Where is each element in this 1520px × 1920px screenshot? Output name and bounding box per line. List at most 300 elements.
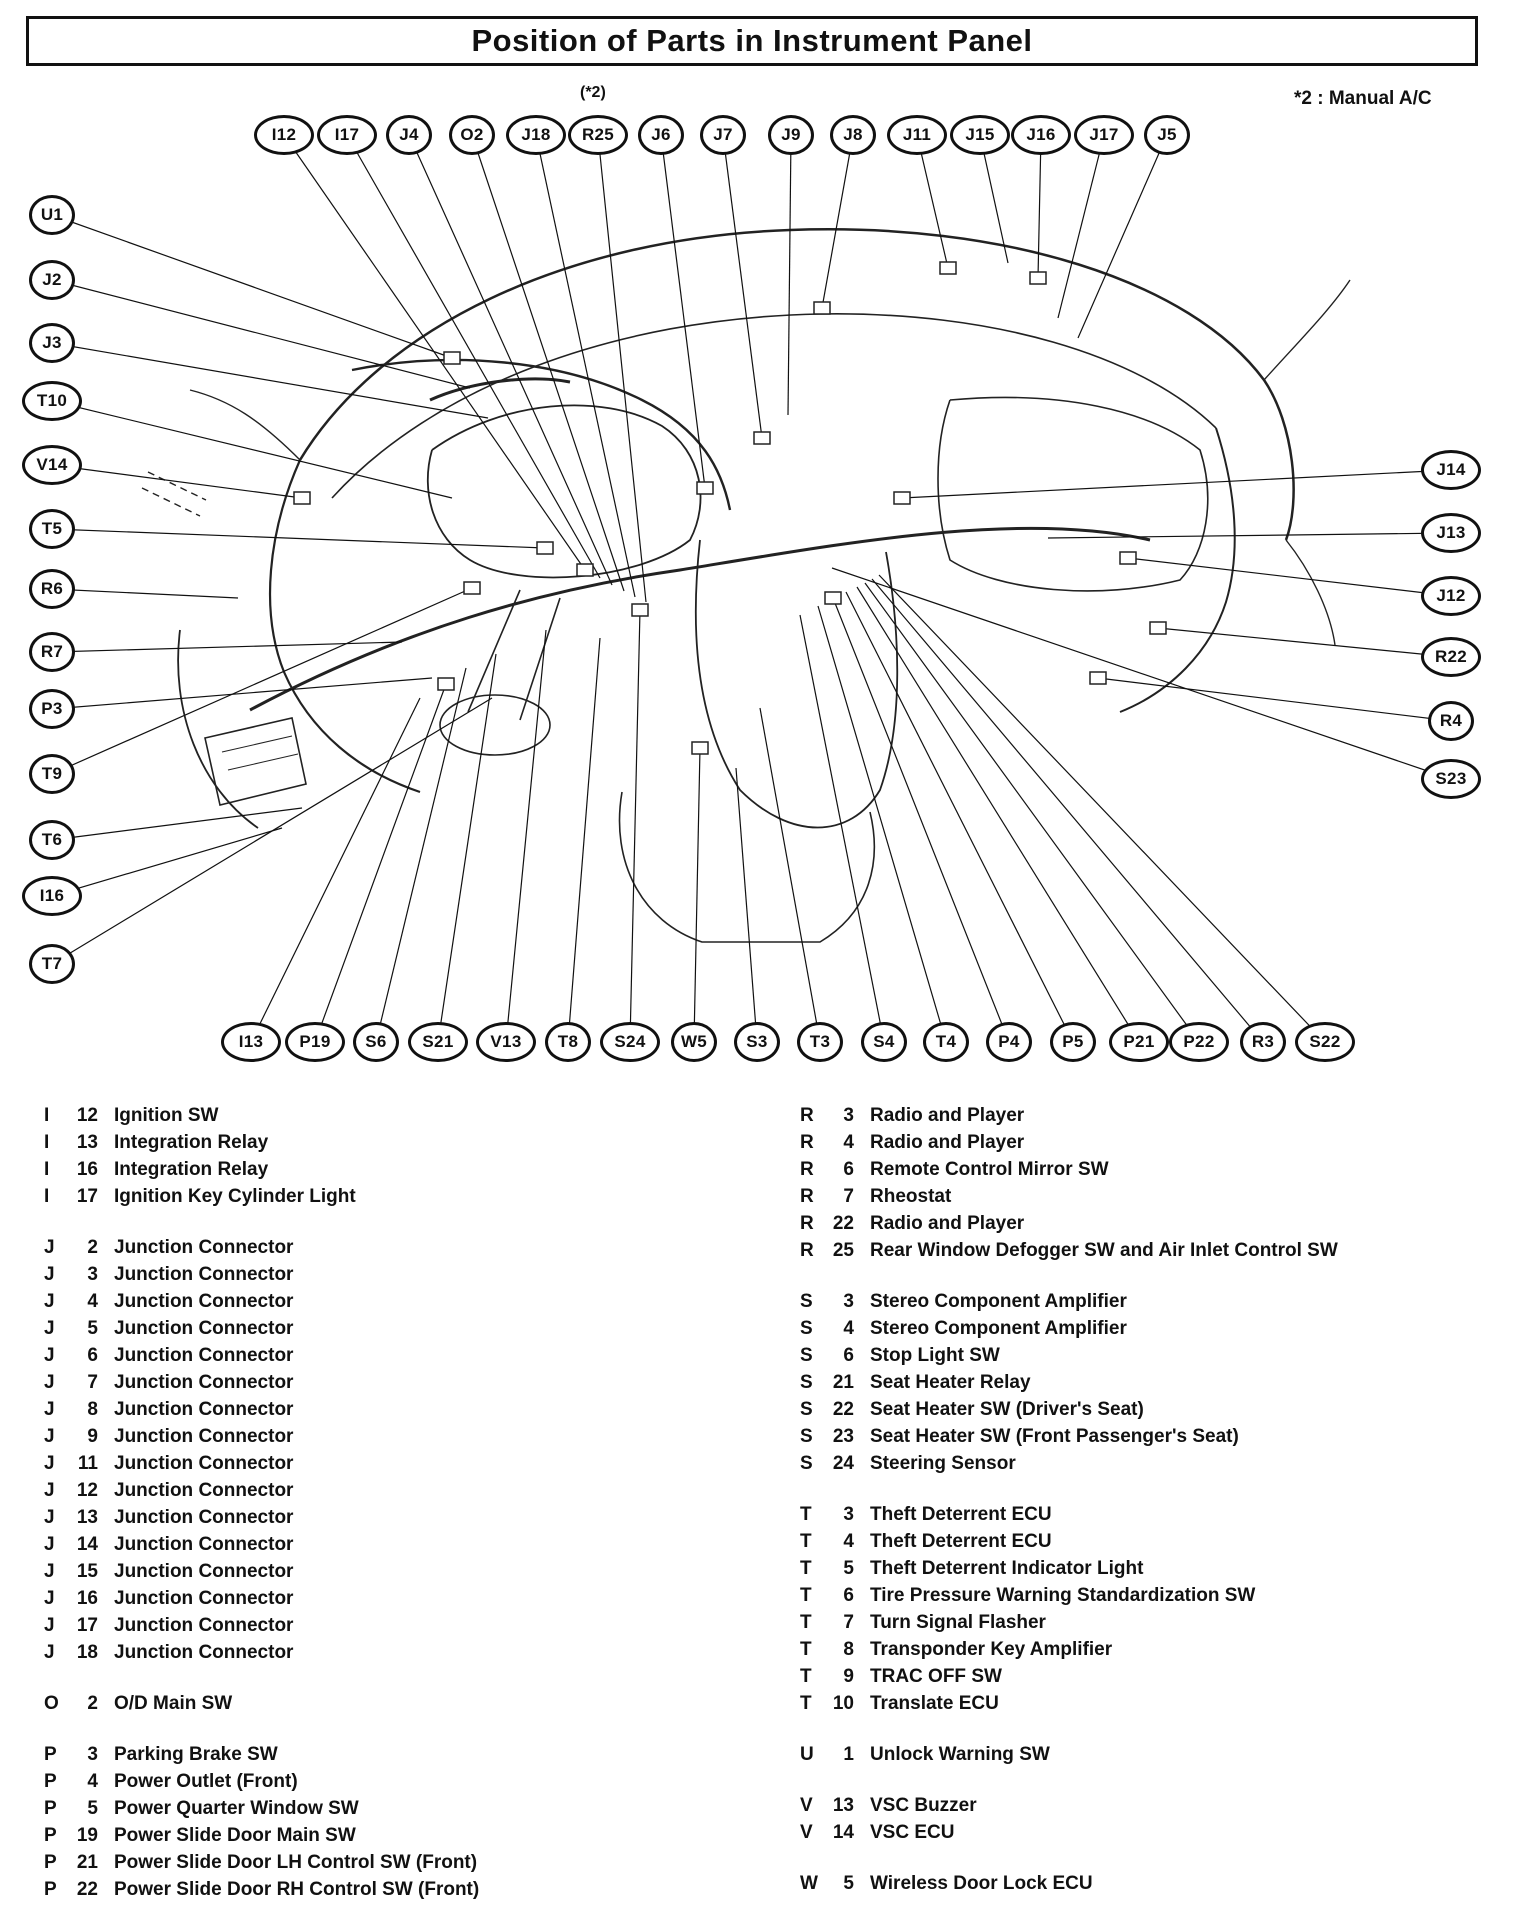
leader-line bbox=[800, 615, 884, 1042]
part-code-number: 23 bbox=[832, 1425, 854, 1447]
leader-line bbox=[568, 638, 600, 1042]
part-code-number: 16 bbox=[76, 1587, 98, 1609]
callout-j18: J18 bbox=[506, 115, 566, 155]
part-label: Seat Heater SW (Front Passenger's Seat) bbox=[870, 1425, 1239, 1447]
part-code-number: 21 bbox=[832, 1371, 854, 1393]
part-code-number: 7 bbox=[843, 1185, 854, 1207]
part-code bbox=[800, 1744, 856, 1766]
part-label: Junction Connector bbox=[114, 1614, 294, 1636]
part-code-number: 4 bbox=[843, 1317, 854, 1339]
part-code-letter: J bbox=[44, 1479, 55, 1501]
part-code-letter: P bbox=[44, 1878, 57, 1900]
callout-r6: R6 bbox=[29, 569, 75, 609]
legend-group-s bbox=[800, 1288, 1338, 1477]
callout-j9: J9 bbox=[768, 115, 814, 155]
callout-t9: T9 bbox=[29, 754, 75, 794]
dashboard-line bbox=[190, 390, 300, 460]
part-code-letter: T bbox=[800, 1638, 812, 1660]
part-label: Radio and Player bbox=[870, 1212, 1025, 1234]
callout-r25: R25 bbox=[568, 115, 628, 155]
part-code-number: 22 bbox=[832, 1212, 854, 1234]
part-code bbox=[800, 1693, 856, 1715]
callout-j6: J6 bbox=[638, 115, 684, 155]
part-label: VSC Buzzer bbox=[870, 1794, 977, 1816]
callout-t3: T3 bbox=[797, 1022, 843, 1062]
part-code bbox=[800, 1105, 856, 1127]
part-code bbox=[800, 1639, 856, 1661]
part-label: VSC ECU bbox=[870, 1821, 955, 1843]
part-label: Junction Connector bbox=[114, 1236, 294, 1258]
leader-line bbox=[736, 768, 757, 1042]
part-label: Junction Connector bbox=[114, 1560, 294, 1582]
part-label: Junction Connector bbox=[114, 1398, 294, 1420]
dashboard-line bbox=[1264, 280, 1350, 380]
callout-j4: J4 bbox=[386, 115, 432, 155]
legend-row bbox=[44, 1768, 479, 1795]
callout-p19: P19 bbox=[285, 1022, 345, 1062]
part-code-number: 4 bbox=[843, 1131, 854, 1153]
part-code bbox=[800, 1186, 856, 1208]
part-code bbox=[800, 1504, 856, 1526]
part-label: Junction Connector bbox=[114, 1641, 294, 1663]
callout-p22: P22 bbox=[1169, 1022, 1229, 1062]
part-code-letter: T bbox=[800, 1503, 812, 1525]
connector-box bbox=[537, 542, 553, 554]
legend-row bbox=[44, 1585, 479, 1612]
legend-row bbox=[800, 1423, 1338, 1450]
leader-line bbox=[376, 668, 466, 1042]
callout-t6: T6 bbox=[29, 820, 75, 860]
part-code bbox=[44, 1426, 100, 1448]
part-code-letter: P bbox=[44, 1770, 57, 1792]
connector-box bbox=[692, 742, 708, 754]
part-code-number: 10 bbox=[832, 1692, 854, 1714]
part-label: Junction Connector bbox=[114, 1587, 294, 1609]
part-code-letter: J bbox=[44, 1425, 55, 1447]
callout-t7: T7 bbox=[29, 944, 75, 984]
legend-row bbox=[44, 1288, 479, 1315]
leader-line bbox=[822, 135, 853, 308]
legend-row bbox=[800, 1288, 1338, 1315]
part-label: Radio and Player bbox=[870, 1104, 1025, 1126]
connector-box bbox=[697, 482, 713, 494]
leader-line bbox=[52, 401, 452, 498]
part-code bbox=[800, 1159, 856, 1181]
leader-line bbox=[506, 630, 546, 1042]
legend-row bbox=[44, 1876, 479, 1903]
leader-line bbox=[52, 343, 488, 418]
callout-j8: J8 bbox=[830, 115, 876, 155]
legend-column-right bbox=[800, 1102, 1338, 1920]
leader-line bbox=[865, 583, 1199, 1042]
connector-box bbox=[444, 352, 460, 364]
callout-j15: J15 bbox=[950, 115, 1010, 155]
callout-w5: W5 bbox=[671, 1022, 717, 1062]
connector-box bbox=[1030, 272, 1046, 284]
part-code bbox=[44, 1744, 100, 1766]
callout-p4: P4 bbox=[986, 1022, 1032, 1062]
legend-row bbox=[800, 1210, 1338, 1237]
legend-group-j bbox=[44, 1234, 479, 1666]
legend-row bbox=[44, 1690, 479, 1717]
part-code bbox=[800, 1873, 856, 1895]
part-label: Junction Connector bbox=[114, 1371, 294, 1393]
part-label: Junction Connector bbox=[114, 1344, 294, 1366]
part-code bbox=[800, 1666, 856, 1688]
legend-row bbox=[44, 1741, 479, 1768]
callout-p5: P5 bbox=[1050, 1022, 1096, 1062]
part-code bbox=[44, 1453, 100, 1475]
connector-box bbox=[814, 302, 830, 314]
part-code-letter: J bbox=[44, 1614, 55, 1636]
part-code bbox=[44, 1588, 100, 1610]
callout-i12: I12 bbox=[254, 115, 314, 155]
callout-i16: I16 bbox=[22, 876, 82, 916]
legend-row bbox=[800, 1156, 1338, 1183]
dashboard-line bbox=[270, 460, 420, 792]
legend-group-i bbox=[44, 1102, 479, 1210]
connector-box bbox=[940, 262, 956, 274]
part-code-letter: O bbox=[44, 1692, 59, 1714]
legend-group-r bbox=[800, 1102, 1338, 1264]
part-code bbox=[44, 1852, 100, 1874]
dashboard-line bbox=[440, 695, 550, 755]
leader-line bbox=[52, 828, 282, 896]
connector-box bbox=[577, 564, 593, 576]
part-label: Seat Heater SW (Driver's Seat) bbox=[870, 1398, 1144, 1420]
part-code-number: 14 bbox=[76, 1533, 98, 1555]
legend-row bbox=[44, 1183, 479, 1210]
callout-v14: V14 bbox=[22, 445, 82, 485]
leader-line bbox=[1038, 135, 1041, 278]
part-label: Turn Signal Flasher bbox=[870, 1611, 1046, 1633]
part-label: Integration Relay bbox=[114, 1131, 269, 1153]
part-code-letter: J bbox=[44, 1587, 55, 1609]
part-code-number: 7 bbox=[87, 1371, 98, 1393]
part-label: Junction Connector bbox=[114, 1317, 294, 1339]
part-code-number: 1 bbox=[843, 1743, 854, 1765]
part-code-number: 6 bbox=[843, 1344, 854, 1366]
part-code-letter: T bbox=[800, 1530, 812, 1552]
part-code-number: 13 bbox=[76, 1506, 98, 1528]
part-code-letter: S bbox=[800, 1425, 813, 1447]
leader-line bbox=[438, 654, 496, 1042]
part-code-letter: U bbox=[800, 1743, 814, 1765]
leader-line bbox=[917, 135, 948, 268]
part-code-letter: P bbox=[44, 1797, 57, 1819]
legend-row bbox=[800, 1396, 1338, 1423]
part-code bbox=[44, 1399, 100, 1421]
legend-row bbox=[800, 1663, 1338, 1690]
part-code-number: 21 bbox=[76, 1851, 98, 1873]
callout-s24: S24 bbox=[600, 1022, 660, 1062]
dashboard-line bbox=[430, 379, 570, 400]
legend-row bbox=[800, 1342, 1338, 1369]
legend-row bbox=[44, 1369, 479, 1396]
part-code-number: 24 bbox=[832, 1452, 854, 1474]
part-code-letter: S bbox=[800, 1344, 813, 1366]
callout-v13: V13 bbox=[476, 1022, 536, 1062]
part-code bbox=[44, 1693, 100, 1715]
callout-t10: T10 bbox=[22, 381, 82, 421]
part-code-letter: T bbox=[800, 1557, 812, 1579]
legend-row bbox=[44, 1450, 479, 1477]
legend-row bbox=[44, 1156, 479, 1183]
part-code bbox=[800, 1291, 856, 1313]
part-code-number: 5 bbox=[87, 1317, 98, 1339]
part-code-letter: J bbox=[44, 1344, 55, 1366]
part-label: Junction Connector bbox=[114, 1479, 294, 1501]
part-label: Rheostat bbox=[870, 1185, 952, 1207]
part-code-number: 3 bbox=[843, 1503, 854, 1525]
leader-line bbox=[879, 575, 1325, 1042]
dashboard-line bbox=[428, 405, 701, 577]
legend-row bbox=[800, 1369, 1338, 1396]
callout-t8: T8 bbox=[545, 1022, 591, 1062]
part-label: Power Outlet (Front) bbox=[114, 1770, 298, 1792]
callout-j13: J13 bbox=[1421, 513, 1481, 553]
part-code-number: 16 bbox=[76, 1158, 98, 1180]
legend-row bbox=[44, 1102, 479, 1129]
part-code-letter: R bbox=[800, 1185, 814, 1207]
part-label: Ignition SW bbox=[114, 1104, 219, 1126]
part-code-number: 8 bbox=[843, 1638, 854, 1660]
part-code bbox=[800, 1558, 856, 1580]
leader-line bbox=[472, 135, 624, 591]
dashboard-line bbox=[620, 792, 875, 942]
part-code-letter: S bbox=[800, 1317, 813, 1339]
part-code bbox=[44, 1132, 100, 1154]
callout-o2: O2 bbox=[449, 115, 495, 155]
part-code-letter: S bbox=[800, 1290, 813, 1312]
part-code-letter: T bbox=[800, 1692, 812, 1714]
part-code-letter: R bbox=[800, 1131, 814, 1153]
part-label: Seat Heater Relay bbox=[870, 1371, 1031, 1393]
part-label: Junction Connector bbox=[114, 1452, 294, 1474]
connector-box bbox=[294, 492, 310, 504]
part-code bbox=[800, 1822, 856, 1844]
connector-box bbox=[464, 582, 480, 594]
part-code-number: 3 bbox=[843, 1290, 854, 1312]
callout-s3: S3 bbox=[734, 1022, 780, 1062]
part-label: Remote Control Mirror SW bbox=[870, 1158, 1109, 1180]
part-code bbox=[800, 1531, 856, 1553]
part-label: Junction Connector bbox=[114, 1533, 294, 1555]
part-label: Stereo Component Amplifier bbox=[870, 1290, 1127, 1312]
part-code-letter: J bbox=[44, 1371, 55, 1393]
leader-line bbox=[52, 588, 472, 774]
leader-line bbox=[52, 215, 452, 358]
part-code-letter: I bbox=[44, 1104, 50, 1126]
part-code bbox=[800, 1345, 856, 1367]
leader-line bbox=[315, 684, 446, 1042]
part-code bbox=[44, 1480, 100, 1502]
part-code-number: 17 bbox=[76, 1185, 98, 1207]
part-label: Power Slide Door Main SW bbox=[114, 1824, 356, 1846]
leader-line bbox=[902, 470, 1451, 498]
legend-row bbox=[800, 1792, 1338, 1819]
callout-j12: J12 bbox=[1421, 576, 1481, 616]
legend-row bbox=[800, 1450, 1338, 1477]
part-code bbox=[44, 1642, 100, 1664]
legend-group-v bbox=[800, 1792, 1338, 1846]
part-label: Translate ECU bbox=[870, 1692, 999, 1714]
footnote-marker: (*2) bbox=[580, 84, 606, 101]
part-code-letter: J bbox=[44, 1506, 55, 1528]
part-label: Junction Connector bbox=[114, 1290, 294, 1312]
callout-j17: J17 bbox=[1074, 115, 1134, 155]
part-code-letter: S bbox=[800, 1398, 813, 1420]
part-label: Stereo Component Amplifier bbox=[870, 1317, 1127, 1339]
part-code-number: 5 bbox=[843, 1872, 854, 1894]
part-code-number: 5 bbox=[843, 1557, 854, 1579]
part-code bbox=[800, 1453, 856, 1475]
part-code bbox=[800, 1612, 856, 1634]
legend-row bbox=[44, 1822, 479, 1849]
legend-row bbox=[44, 1342, 479, 1369]
part-code-number: 14 bbox=[832, 1821, 854, 1843]
part-code-letter: P bbox=[44, 1851, 57, 1873]
legend-row bbox=[44, 1423, 479, 1450]
leader-line bbox=[857, 587, 1139, 1042]
callout-s4: S4 bbox=[861, 1022, 907, 1062]
part-code-number: 5 bbox=[87, 1797, 98, 1819]
leader-line bbox=[598, 135, 646, 602]
part-code-number: 13 bbox=[832, 1794, 854, 1816]
callout-s23: S23 bbox=[1421, 759, 1481, 799]
leader-line bbox=[833, 598, 1009, 1042]
part-code-letter: J bbox=[44, 1263, 55, 1285]
part-label: O/D Main SW bbox=[114, 1692, 233, 1714]
callout-i17: I17 bbox=[317, 115, 377, 155]
part-code bbox=[44, 1561, 100, 1583]
legend-row bbox=[800, 1237, 1338, 1264]
dashboard-line bbox=[1286, 540, 1335, 645]
leader-line bbox=[1058, 135, 1104, 318]
legend-row bbox=[44, 1612, 479, 1639]
part-code-letter: J bbox=[44, 1641, 55, 1663]
leader-line bbox=[1098, 678, 1451, 721]
legend-row bbox=[800, 1870, 1338, 1897]
legend-row bbox=[800, 1582, 1338, 1609]
connector-box bbox=[632, 604, 648, 616]
part-code bbox=[44, 1291, 100, 1313]
connector-box bbox=[438, 678, 454, 690]
part-code-letter: P bbox=[44, 1824, 57, 1846]
part-code-number: 25 bbox=[832, 1239, 854, 1261]
legend-row bbox=[44, 1639, 479, 1666]
part-code-number: 7 bbox=[843, 1611, 854, 1633]
legend-row bbox=[800, 1528, 1338, 1555]
legend-group-p bbox=[44, 1741, 479, 1903]
part-code-letter: I bbox=[44, 1185, 50, 1207]
leader-line bbox=[52, 280, 470, 388]
legend-row bbox=[800, 1501, 1338, 1528]
callout-i13: I13 bbox=[221, 1022, 281, 1062]
part-code bbox=[44, 1825, 100, 1847]
part-label: Radio and Player bbox=[870, 1131, 1025, 1153]
part-code-number: 4 bbox=[843, 1530, 854, 1552]
part-code bbox=[800, 1585, 856, 1607]
legend-row bbox=[800, 1102, 1338, 1129]
part-label: Junction Connector bbox=[114, 1263, 294, 1285]
leader-line bbox=[661, 135, 705, 488]
callout-r7: R7 bbox=[29, 632, 75, 672]
legend-row bbox=[44, 1795, 479, 1822]
callout-s6: S6 bbox=[353, 1022, 399, 1062]
legend-row bbox=[44, 1504, 479, 1531]
leader-line bbox=[723, 135, 762, 438]
part-code-letter: S bbox=[800, 1371, 813, 1393]
part-code bbox=[44, 1318, 100, 1340]
part-code-number: 4 bbox=[87, 1290, 98, 1312]
callout-t5: T5 bbox=[29, 509, 75, 549]
part-code-number: 12 bbox=[76, 1479, 98, 1501]
diagram-art bbox=[0, 70, 1520, 1100]
part-code-number: 3 bbox=[87, 1743, 98, 1765]
part-label: Power Quarter Window SW bbox=[114, 1797, 359, 1819]
legend-row bbox=[800, 1636, 1338, 1663]
callout-r3: R3 bbox=[1240, 1022, 1286, 1062]
footnote-text: *2 : Manual A/C bbox=[1294, 88, 1432, 109]
leader-line bbox=[694, 748, 700, 1042]
legend-column-left bbox=[44, 1102, 479, 1920]
part-label: Transponder Key Amplifier bbox=[870, 1638, 1113, 1660]
dashboard-line bbox=[1120, 428, 1235, 712]
dashboard-line bbox=[222, 736, 298, 770]
callout-j2: J2 bbox=[29, 260, 75, 300]
part-code-number: 6 bbox=[87, 1344, 98, 1366]
part-label: Junction Connector bbox=[114, 1425, 294, 1447]
callout-r4: R4 bbox=[1428, 701, 1474, 741]
part-label: Power Slide Door RH Control SW (Front) bbox=[114, 1878, 480, 1900]
part-label: Integration Relay bbox=[114, 1158, 269, 1180]
connector-box bbox=[894, 492, 910, 504]
callout-t4: T4 bbox=[923, 1022, 969, 1062]
part-code-number: 18 bbox=[76, 1641, 98, 1663]
part-code-letter: T bbox=[800, 1665, 812, 1687]
part-code-number: 8 bbox=[87, 1398, 98, 1420]
part-code-number: 22 bbox=[832, 1398, 854, 1420]
legend-row bbox=[44, 1531, 479, 1558]
legend-row bbox=[800, 1183, 1338, 1210]
part-label: TRAC OFF SW bbox=[870, 1665, 1002, 1687]
part-label: Parking Brake SW bbox=[114, 1743, 278, 1765]
part-label: Theft Deterrent ECU bbox=[870, 1503, 1052, 1525]
legend-row bbox=[800, 1129, 1338, 1156]
title-box bbox=[26, 16, 1478, 66]
connector-box bbox=[825, 592, 841, 604]
part-label: Theft Deterrent ECU bbox=[870, 1530, 1052, 1552]
callout-j5: J5 bbox=[1144, 115, 1190, 155]
part-code-number: 2 bbox=[87, 1236, 98, 1258]
leader-line bbox=[284, 135, 585, 570]
part-code bbox=[800, 1318, 856, 1340]
legend-row bbox=[44, 1477, 479, 1504]
part-code-letter: P bbox=[44, 1743, 57, 1765]
part-code-letter: R bbox=[800, 1212, 814, 1234]
callout-r22: R22 bbox=[1421, 637, 1481, 677]
part-code-number: 4 bbox=[87, 1770, 98, 1792]
part-code-number: 11 bbox=[77, 1452, 98, 1474]
legend-row bbox=[800, 1609, 1338, 1636]
part-code bbox=[800, 1426, 856, 1448]
part-code-number: 9 bbox=[843, 1665, 854, 1687]
part-label: Unlock Warning SW bbox=[870, 1743, 1050, 1765]
part-code bbox=[800, 1795, 856, 1817]
part-code-letter: J bbox=[44, 1560, 55, 1582]
legend-row bbox=[44, 1849, 479, 1876]
